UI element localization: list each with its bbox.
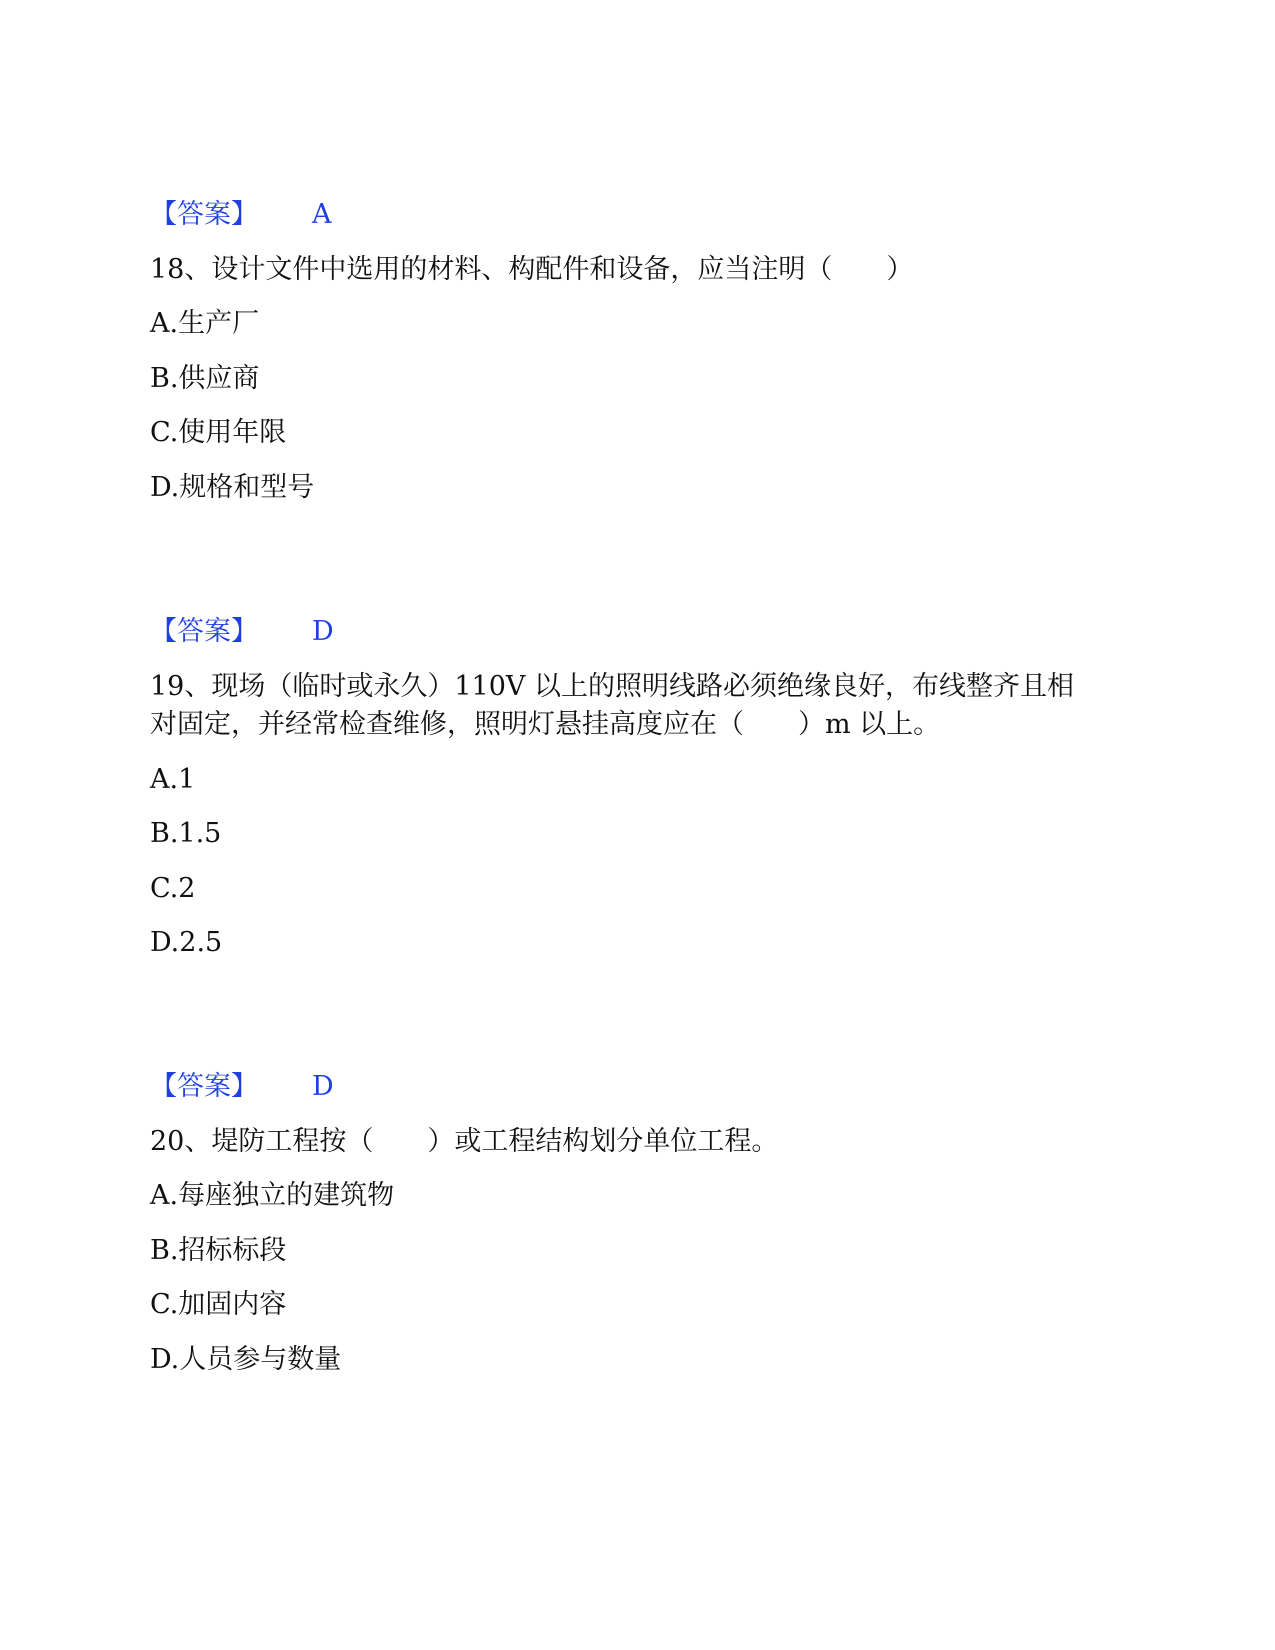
question-text-continued: 对固定，并经常检查维修，照明灯悬挂高度应在（ ）m 以上。	[150, 709, 941, 740]
option-b: B.供应商	[150, 363, 260, 394]
option-d: D.人员参与数量	[150, 1344, 342, 1375]
option-a: A.1	[150, 764, 196, 795]
option-d: D.规格和型号	[150, 472, 315, 503]
option-b: B.1.5	[150, 818, 222, 849]
answer-label: 【答案】	[150, 616, 258, 647]
option-a: A.每座独立的建筑物	[150, 1180, 395, 1211]
option-b: B.招标标段	[150, 1235, 287, 1266]
option-c: C.加固内容	[150, 1289, 287, 1320]
answer-label: 【答案】	[150, 1071, 258, 1102]
answer-value: D	[312, 1071, 334, 1102]
question-text: 20、堤防工程按（ ）或工程结构划分单位工程。	[150, 1126, 779, 1157]
answer-line	[150, 1067, 334, 1107]
option-d: D.2.5	[150, 927, 223, 958]
answer-value: D	[312, 616, 334, 647]
answer-line	[150, 195, 332, 235]
option-a: A.生产厂	[150, 308, 260, 339]
option-c: C.2	[150, 873, 196, 904]
question-text: 19、现场（临时或永久）110V 以上的照明线路必须绝缘良好，布线整齐且相	[150, 671, 1074, 702]
answer-value: A	[312, 199, 332, 230]
answer-label: 【答案】	[150, 199, 258, 230]
option-c: C.使用年限	[150, 417, 287, 448]
answer-line	[150, 612, 334, 652]
question-text: 18、设计文件中选用的材料、构配件和设备，应当注明（ ）	[150, 254, 914, 285]
